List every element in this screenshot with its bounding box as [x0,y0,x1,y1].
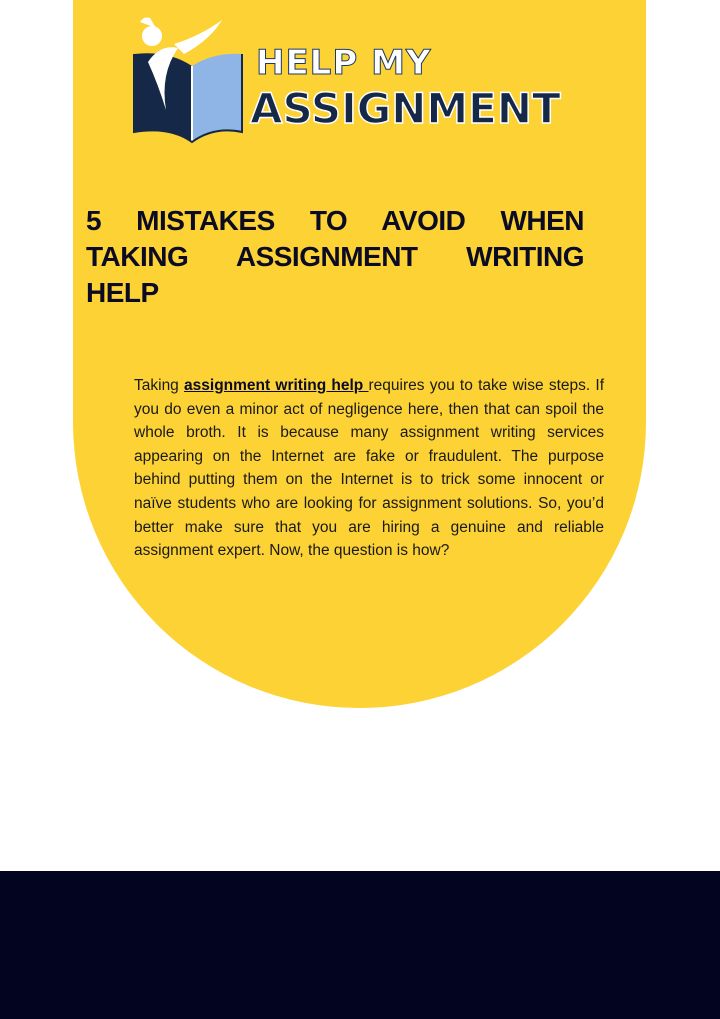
logo [130,14,561,144]
intro-lead-text: Taking [134,377,185,394]
intro-paragraph [134,374,604,563]
logo-text-line2: ASSIGNMENT [250,84,561,133]
assignment-writing-help-link[interactable]: assignment writing help [184,377,369,394]
book-person-icon [130,14,250,144]
intro-rest-text: requires you to take wise steps. If you do even a minor act of negligence here, then that can spoil the whole broth. It is because many assignment writing services appearing on the Internet are fake or fraudulent. The purpose behind putting them on the Internet is to trick some innocent or naïve students who are looking for assignment solutions. So, you’d better make sure that you are hiring a genuine and reliable assignment expert. Now, the question is how? [134,377,605,560]
document-title: 5 MISTAKES TO AVOID WHEN TAKING ASSIGNMENT WRITING HELP [86,205,584,308]
footer-band [0,871,720,1019]
logo-text-line1: HELP MY [256,43,432,83]
